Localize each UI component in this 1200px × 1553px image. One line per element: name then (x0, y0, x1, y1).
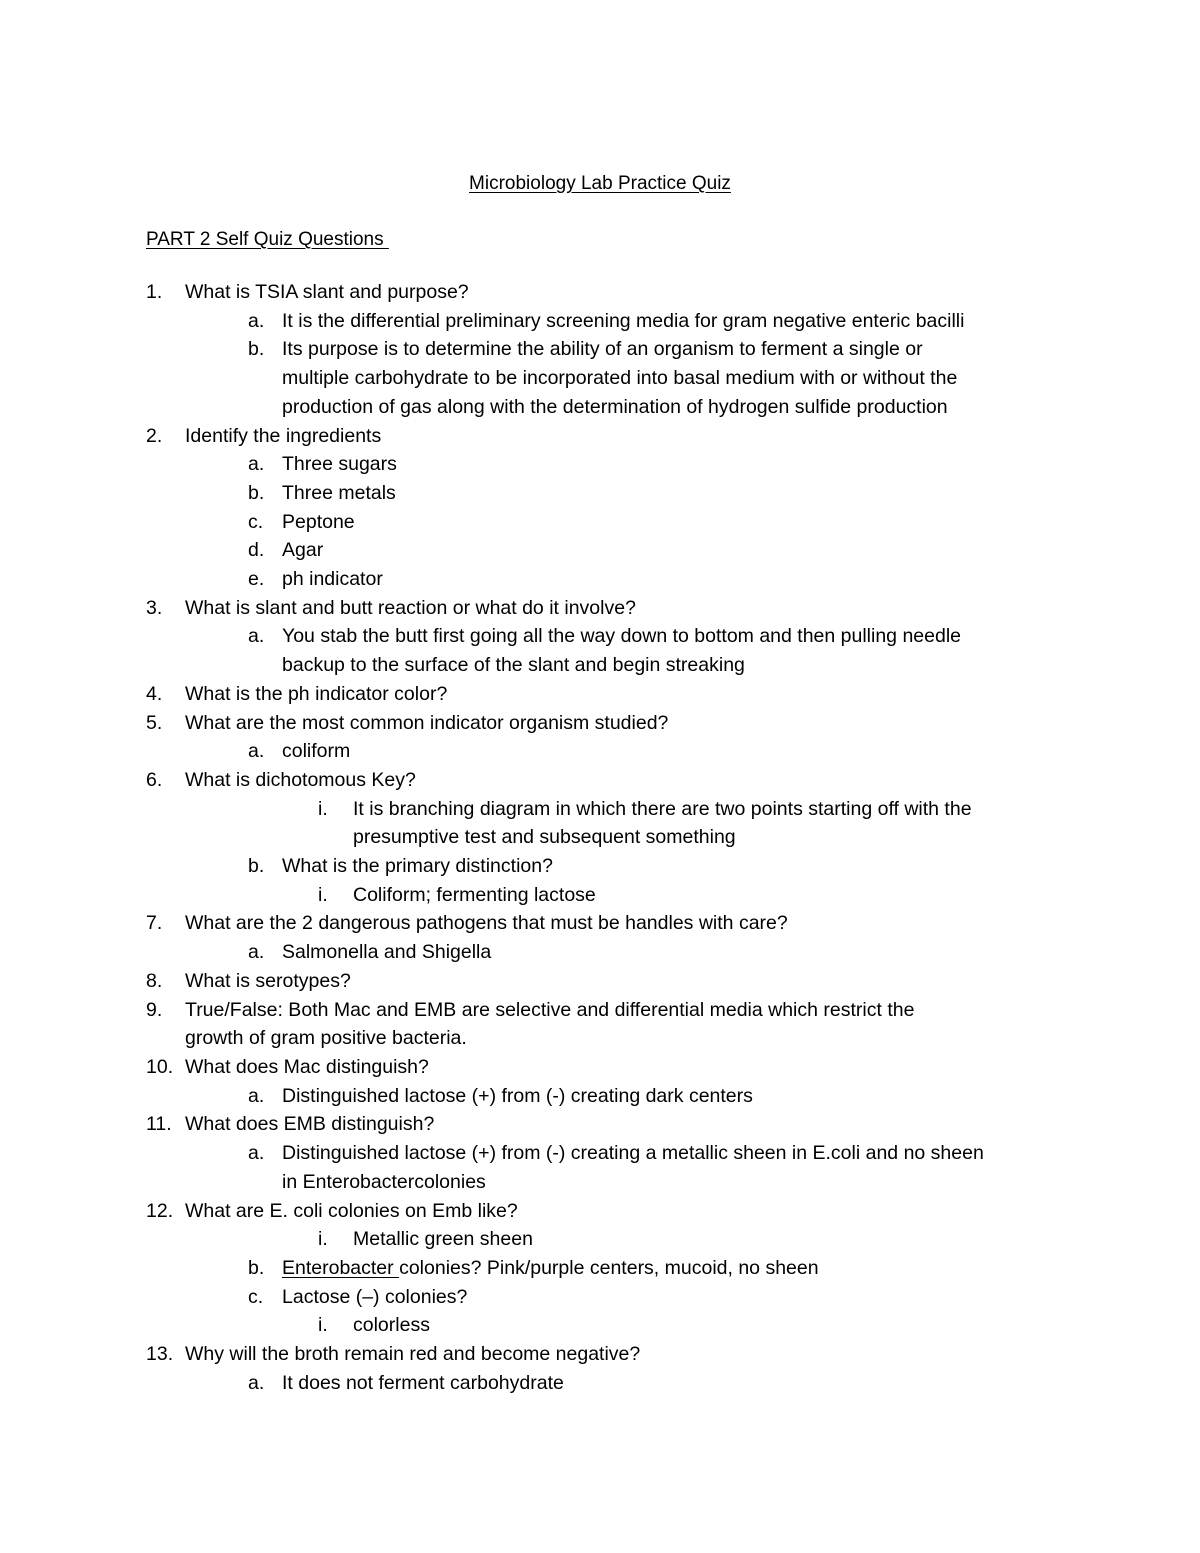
line-text (282, 1139, 1200, 1168)
line-body: multiple carbohydrate to be incorporated into basal medium with or without the (282, 367, 958, 390)
sub-answer-item (0, 795, 1200, 824)
line-text (185, 766, 1200, 795)
line-text (185, 1340, 1200, 1369)
line-body: What is slant and butt reaction or what do it involve? (185, 596, 636, 619)
list-marker: a. (248, 1084, 265, 1107)
question-item (0, 278, 1200, 307)
line-text (282, 364, 1200, 393)
list-marker: e. (248, 568, 265, 591)
list-marker: 4. (146, 682, 163, 705)
list-marker: 12. (146, 1199, 174, 1222)
line-text (282, 335, 1200, 364)
line-text (282, 852, 1200, 881)
line-text (185, 909, 1200, 938)
line-body: What is serotypes? (185, 969, 351, 992)
list-marker: a. (248, 941, 265, 964)
line-text (185, 594, 1200, 623)
line-text (353, 1311, 1200, 1340)
list-marker: c. (248, 510, 264, 533)
line-body: Agar (282, 539, 324, 562)
list-marker: 1. (146, 281, 163, 303)
line-body: production of gas along with the determination of hydrogen sulfide production (282, 395, 948, 418)
question-item (0, 766, 1200, 795)
list-marker: 5. (146, 711, 163, 734)
line-body: /False: Both Mac and EMB are selective and differential media which restrict the (224, 998, 915, 1021)
line-text (282, 1168, 1200, 1197)
list-marker: a. (248, 625, 265, 648)
line-body: coliform (282, 740, 351, 763)
list-marker: d. (248, 539, 265, 562)
line-text (282, 938, 1200, 967)
line-text (282, 737, 1200, 766)
list-marker: b. (248, 481, 265, 504)
answer-item (0, 536, 1200, 565)
list-marker: a. (248, 1142, 265, 1165)
line-text (185, 996, 1200, 1025)
line-body: Coliform; fermenting lactose (353, 883, 596, 906)
continuation-line (0, 393, 1200, 422)
line-text (282, 1082, 1200, 1111)
line-body: What are the 2 dangerous pathogens that must be handles with care? (185, 912, 788, 935)
line-body: Why will the broth remain red and become negative? (185, 1343, 641, 1366)
answer-item (0, 1369, 1200, 1398)
line-text (185, 422, 1200, 451)
line-text (282, 450, 1200, 479)
list-marker: i. (318, 883, 328, 906)
answer-item (0, 737, 1200, 766)
list-marker: b. (248, 855, 265, 878)
list-marker: 2. (146, 424, 163, 447)
list-marker: 9. (146, 998, 163, 1021)
line-text (282, 1283, 1200, 1312)
line-body: What are the most common indicator organism studied? (185, 711, 669, 734)
line-body: Salmonella and Shigella (282, 941, 492, 964)
question-list (0, 278, 1200, 1397)
list-marker: a. (248, 309, 265, 332)
list-marker: 10. (146, 1055, 174, 1078)
line-text (353, 881, 1200, 910)
underlined-term: Enterobacter (282, 1256, 400, 1279)
line-text (282, 393, 1200, 422)
line-body: colonies? Pink/purple centers, mucoid, no sheen (399, 1256, 819, 1279)
list-marker: 3. (146, 596, 163, 619)
list-marker: b. (248, 1256, 265, 1279)
line-body: Distinguished lactose (+) from (-) creating a metallic sheen in E.coli and no sheen (282, 1142, 984, 1165)
line-body: Three metals (282, 481, 396, 504)
answer-true-label: True (185, 998, 225, 1021)
line-body: Three sugars (282, 453, 397, 476)
answer-item (0, 852, 1200, 881)
line-body: What is dichotomous Key? (185, 768, 416, 791)
answer-item (0, 508, 1200, 537)
answer-item (0, 1283, 1200, 1312)
line-body: Lactose (–) colonies? (282, 1285, 468, 1308)
line-body: What are E. coli colonies on Emb like? (185, 1199, 518, 1222)
question-item (0, 709, 1200, 738)
line-body: presumptive test and subsequent something (353, 826, 736, 849)
line-body: in Enterobactercolonies (282, 1170, 486, 1193)
line-text (282, 651, 1200, 680)
answer-item (0, 1082, 1200, 1111)
line-text (353, 795, 1200, 824)
continuation-line (0, 823, 1200, 852)
question-item (0, 1340, 1200, 1369)
line-body: colorless (353, 1314, 430, 1337)
question-item (0, 909, 1200, 938)
line-body: What is TSIA slant and purpose? (185, 281, 469, 303)
document-title: Microbiology Lab Practice Quiz (469, 173, 731, 194)
line-body: Identify the ingredients (185, 424, 382, 447)
line-body: What is the primary distinction? (282, 855, 553, 878)
line-body: Its purpose is to determine the ability of an organism to ferment a single or (282, 338, 923, 361)
list-marker: a. (248, 453, 265, 476)
line-body: Peptone (282, 510, 355, 533)
line-body: It is branching diagram in which there are two points starting off with the (353, 797, 972, 820)
sub-answer-item (0, 881, 1200, 910)
list-marker: 11. (146, 1113, 172, 1136)
answer-item (0, 307, 1200, 336)
question-item (0, 1053, 1200, 1082)
line-text (185, 1024, 1200, 1053)
answer-item (0, 622, 1200, 651)
answer-item (0, 335, 1200, 364)
line-text (282, 1254, 1200, 1283)
line-text (185, 1110, 1200, 1139)
sub-answer-item (0, 1225, 1200, 1254)
section-heading: PART 2 Self Quiz Questions (146, 229, 389, 250)
answer-item (0, 450, 1200, 479)
answer-item (0, 1254, 1200, 1283)
list-marker: c. (248, 1285, 264, 1308)
line-body: It does not ferment carbohydrate (282, 1371, 564, 1394)
line-body: You stab the butt first going all the way down to bottom and then pulling needle (282, 625, 961, 648)
line-body: It is the differential preliminary screening media for gram negative enteric bacilli (282, 309, 965, 332)
answer-item (0, 479, 1200, 508)
line-text (282, 479, 1200, 508)
line-text (282, 565, 1200, 594)
line-text (185, 278, 1200, 307)
continuation-line (0, 364, 1200, 393)
line-text (282, 307, 1200, 336)
line-text (185, 680, 1200, 709)
question-item (0, 1110, 1200, 1139)
line-body: What does Mac distinguish? (185, 1055, 429, 1078)
list-marker: i. (318, 1314, 328, 1337)
list-marker: 8. (146, 969, 163, 992)
continuation-line (0, 1024, 1200, 1053)
line-text (282, 536, 1200, 565)
line-body: Distinguished lactose (+) from (-) creating dark centers (282, 1084, 753, 1107)
list-marker: 6. (146, 768, 163, 791)
line-text (185, 709, 1200, 738)
question-item (0, 680, 1200, 709)
sub-answer-item (0, 1311, 1200, 1340)
list-marker: a. (248, 1371, 265, 1394)
line-text (282, 508, 1200, 537)
line-text (282, 1369, 1200, 1398)
line-text (353, 823, 1200, 852)
list-marker: a. (248, 740, 265, 763)
list-marker: 7. (146, 912, 163, 935)
line-text (185, 1197, 1200, 1226)
question-item (0, 996, 1200, 1025)
line-body: ph indicator (282, 568, 383, 591)
question-item (0, 1197, 1200, 1226)
continuation-line (0, 1168, 1200, 1197)
answer-item (0, 565, 1200, 594)
continuation-line (0, 651, 1200, 680)
answer-item (0, 1139, 1200, 1168)
line-text (282, 622, 1200, 651)
answer-item (0, 938, 1200, 967)
line-body: backup to the surface of the slant and begin streaking (282, 654, 745, 677)
line-body: What is the ph indicator color? (185, 682, 448, 705)
line-body: Metallic green sheen (353, 1228, 533, 1251)
line-text (185, 1053, 1200, 1082)
list-marker: 13. (146, 1343, 174, 1366)
list-marker: b. (248, 338, 265, 361)
line-text (353, 1225, 1200, 1254)
question-item (0, 594, 1200, 623)
list-marker: i. (318, 1228, 328, 1251)
question-item (0, 422, 1200, 451)
line-body: What does EMB distinguish? (185, 1113, 435, 1136)
line-body: growth of gram positive bacteria. (185, 1027, 467, 1050)
list-marker: i. (318, 797, 328, 820)
line-text (185, 967, 1200, 996)
question-item (0, 967, 1200, 996)
